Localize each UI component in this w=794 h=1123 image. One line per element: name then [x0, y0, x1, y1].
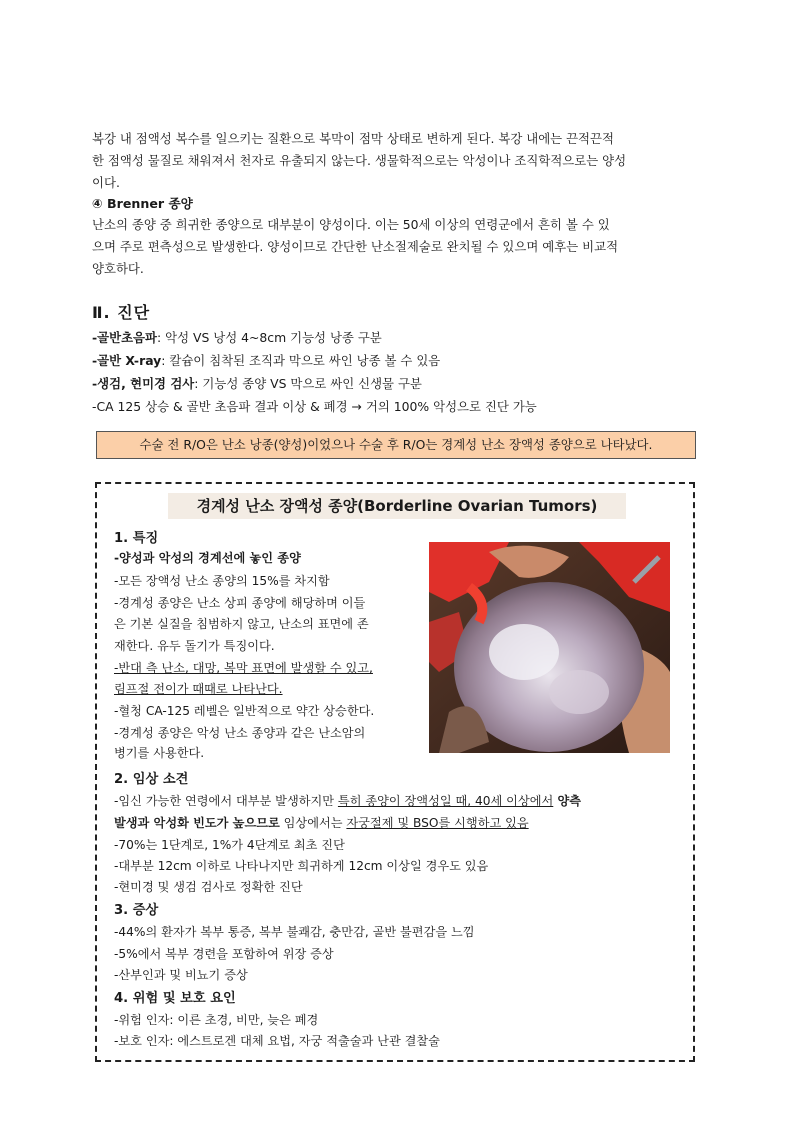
risk-line: -보호 인자: 에스트로겐 대체 요법, 자궁 적출술과 난관 결찰술 [114, 1034, 440, 1048]
feature-line: 은 기본 실질을 침범하지 않고, 난소의 표면에 존 [114, 617, 369, 631]
diagnosis-item: -CA 125 상승 & 골반 초음파 결과 이상 & 폐경 → 거의 100% 악성으로 진단 가능 [92, 399, 537, 414]
intro-line: 복강 내 점액성 복수를 일으키는 질환으로 복막이 점막 상태로 변하게 된다. 복강 내에는 끈적끈적 [92, 131, 614, 146]
surgical-tumor-photo [429, 542, 670, 753]
intro-paragraph [92, 128, 698, 194]
diagnosis-item: -골반 X-ray: 칼슘이 침착된 조직과 막으로 싸인 낭종 볼 수 있음 [92, 353, 441, 368]
intro-line: 한 점액성 물질로 채워져서 천자로 유출되지 않는다. 생물학적으로는 악성이나 조직학적으로는 양성 [92, 153, 627, 168]
risk-heading: 4. 위험 및 보호 요인 [114, 991, 236, 1006]
feature-line: -경계성 종양은 난소 상피 종양에 해당하며 이들 [114, 596, 366, 610]
symptom-line: -5%에서 복부 경련을 포함하여 위장 증상 [114, 947, 334, 961]
symptom-line: -산부인과 및 비뇨기 증상 [114, 968, 248, 982]
callout-note: 수술 전 R/O은 난소 낭종(양성)이었으나 수술 후 R/O는 경계성 난소 장액성 종양으로 나타났다. [96, 431, 696, 459]
risk-line: -위험 인자: 이른 초경, 비만, 늦은 폐경 [114, 1013, 319, 1027]
brenner-paragraph [92, 214, 698, 280]
brenner-heading: ④ Brenner 종양 [92, 196, 193, 211]
clinical-line: -대부분 12cm 이하로 나타나지만 희귀하게 12cm 이상일 경우도 있음 [114, 859, 489, 873]
box-title: 경계성 난소 장액성 종양(Borderline Ovarian Tumors) [168, 493, 626, 519]
feature-line: -모든 장액성 난소 종양의 15%를 차지함 [114, 574, 330, 588]
intro-line: 이다. [92, 175, 120, 190]
brenner-line: 양호하다. [92, 261, 144, 276]
symptom-heading: 3. 증상 [114, 903, 159, 918]
feature-line: -양성과 악성의 경계선에 놓인 종양 [114, 551, 301, 565]
clinical-line: -임신 가능한 연령에서 대부분 발생하지만 특히 종양이 장액성일 때, 40세 이상에서 양측 [114, 794, 582, 808]
diagnosis-list [92, 326, 698, 418]
brenner-line: 난소의 종양 중 희귀한 종양으로 대부분이 양성이다. 이는 50세 이상의 연령군에서 흔히 볼 수 있 [92, 217, 610, 232]
feature-line: 병기를 사용한다. [114, 746, 205, 760]
clinical-line: -70%는 1단계로, 1%가 4단계로 최초 진단 [114, 838, 345, 852]
feature-line: 림프절 전이가 때때로 나타난다. [114, 682, 283, 696]
feature-line: -경계성 종양은 악성 난소 종양과 같은 난소암의 [114, 726, 366, 740]
clinical-line: -현미경 및 생검 검사로 정확한 진단 [114, 880, 303, 894]
feature-line: 재한다. 유두 돌기가 특징이다. [114, 639, 275, 653]
section-title-diagnosis: Ⅱ. 진단 [92, 303, 151, 322]
feature-line: -혈청 CA-125 레벨은 일반적으로 약간 상승한다. [114, 704, 375, 718]
brenner-line: 으며 주로 편측성으로 발생한다. 양성이므로 간단한 난소절제술로 완치될 수 있으며 예후는 비교적 [92, 239, 619, 254]
feature-heading: 1. 특징 [114, 531, 159, 546]
clinical-line: 발생과 악성화 빈도가 높으므로 임상에서는 자궁절제 및 BSO를 시행하고 있음 [114, 816, 529, 830]
diagnosis-item: -골반초음파: 악성 VS 낭성 4~8cm 기능성 낭종 구분 [92, 330, 382, 345]
feature-line: -반대 측 난소, 대망, 복막 표면에 발생할 수 있고, [114, 661, 373, 675]
symptom-line: -44%의 환자가 복부 통증, 복부 불쾌감, 충만감, 골반 불편감을 느낌 [114, 925, 475, 939]
clinical-heading: 2. 임상 소견 [114, 772, 189, 787]
diagnosis-item: -생검, 현미경 검사: 기능성 종양 VS 막으로 싸인 신생물 구분 [92, 376, 422, 391]
